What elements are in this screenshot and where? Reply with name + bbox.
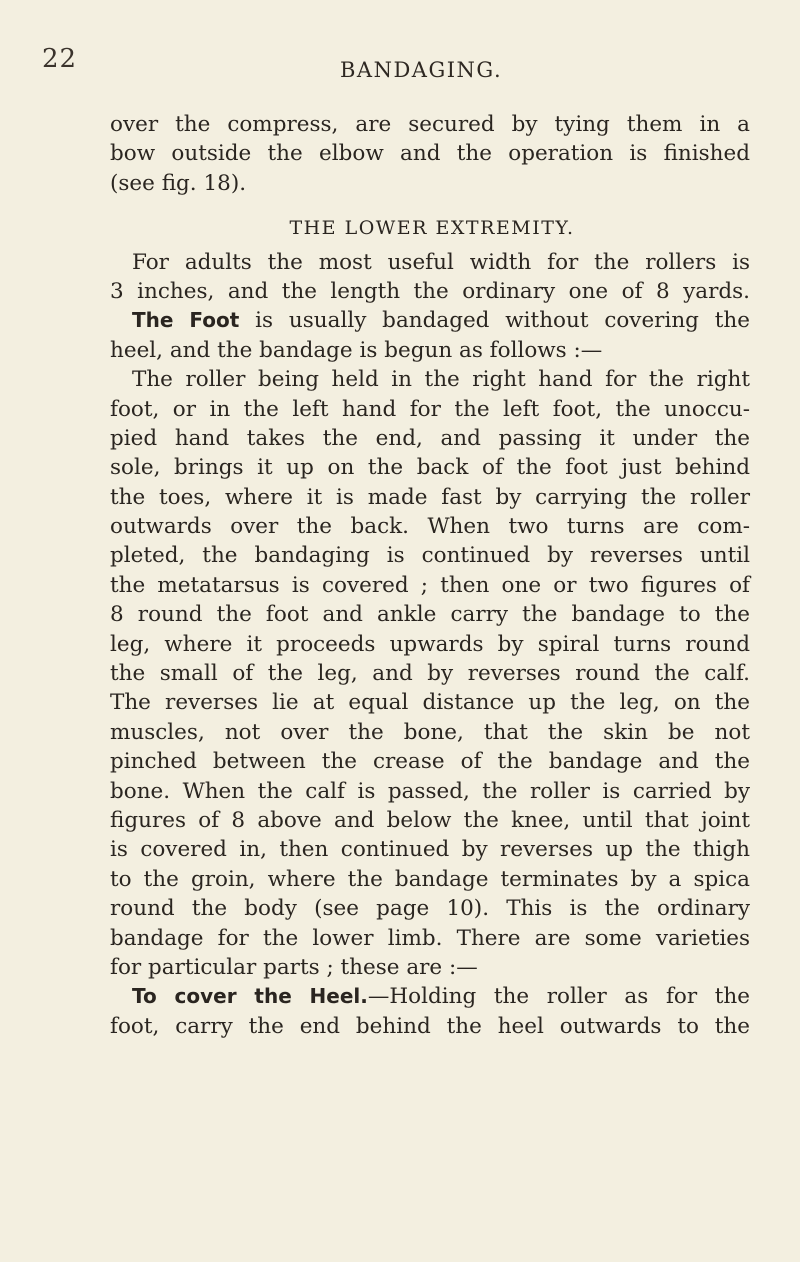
text-line: For adults the most useful width for the rollers is: [132, 249, 750, 275]
text-line: foot, or in the left hand for the left foot, the unoccu-: [110, 396, 750, 422]
paragraph-continuation: [110, 110, 750, 198]
text-line: heel, and the bandage is begun as follows :—: [110, 337, 603, 363]
text-line: the small of the leg, and by reverses round the calf.: [110, 661, 750, 687]
text-line: figures of 8 above and below the knee, until that joint: [110, 807, 750, 833]
text-line: for particular parts ; these are :—: [110, 954, 478, 980]
text-line: pied hand takes the end, and passing it under the: [110, 425, 750, 451]
paragraph-heel: [110, 982, 750, 1041]
text-run: is usually bandaged without covering the: [239, 308, 750, 334]
paragraph-procedure: [110, 365, 750, 982]
running-head: BANDAGING.: [340, 58, 503, 82]
text-line: leg, where it proceeds upwards by spiral turns round: [110, 631, 750, 657]
text-line: (see fig. 18).: [110, 170, 247, 196]
text-line: sole, brings it up on the back of the foot just behind: [110, 455, 750, 481]
text-line: round the body (see page 10). This is the ordinary: [110, 896, 750, 922]
bold-term-heel: To cover the Heel.: [132, 984, 368, 1009]
text-line: to the groin, where the bandage terminates by a spica: [110, 866, 750, 892]
text-line: foot, carry the end behind the heel outwards to the: [110, 1013, 750, 1039]
text-line: [110, 982, 750, 1011]
text-line: [110, 306, 750, 335]
bold-term-foot: The Foot: [132, 308, 240, 333]
text-line: over the compress, are secured by tying them in a: [110, 112, 750, 137]
body-text: [110, 110, 750, 1041]
text-line: 3 inches, and the length the ordinary one of 8 yards.: [110, 278, 750, 304]
text-line: pinched between the crease of the bandage and the: [110, 749, 750, 775]
text-line: 8 round the foot and ankle carry the bandage to the: [110, 602, 750, 628]
text-line: outwards over the back. When two turns are com-: [110, 514, 750, 540]
text-line: pleted, the bandaging is continued by reverses until: [110, 543, 750, 569]
paragraph-foot: [110, 306, 750, 365]
section-heading: THE LOWER EXTREMITY.: [289, 217, 575, 240]
page-number: 22: [42, 44, 78, 74]
text-line: The roller being held in the right hand for the right: [132, 367, 750, 393]
text-line: is covered in, then continued by reverses up the thigh: [110, 837, 750, 863]
text-line: bow outside the elbow and the operation is finished: [110, 141, 750, 167]
text-line: muscles, not over the bone, that the skin be not: [110, 719, 750, 745]
text-line: bandage for the lower limb. There are some varieties: [110, 925, 750, 951]
paragraph-rollers: [110, 248, 750, 307]
text-line: the toes, where it is made fast by carrying the roller: [110, 484, 750, 510]
text-line: the metatarsus is covered ; then one or two figures of: [110, 572, 750, 598]
text-run: —Holding the roller as for the: [367, 984, 751, 1010]
text-line: The reverses lie at equal distance up the leg, on the: [110, 690, 750, 716]
text-line: bone. When the calf is passed, the roller is carried by: [110, 778, 750, 804]
